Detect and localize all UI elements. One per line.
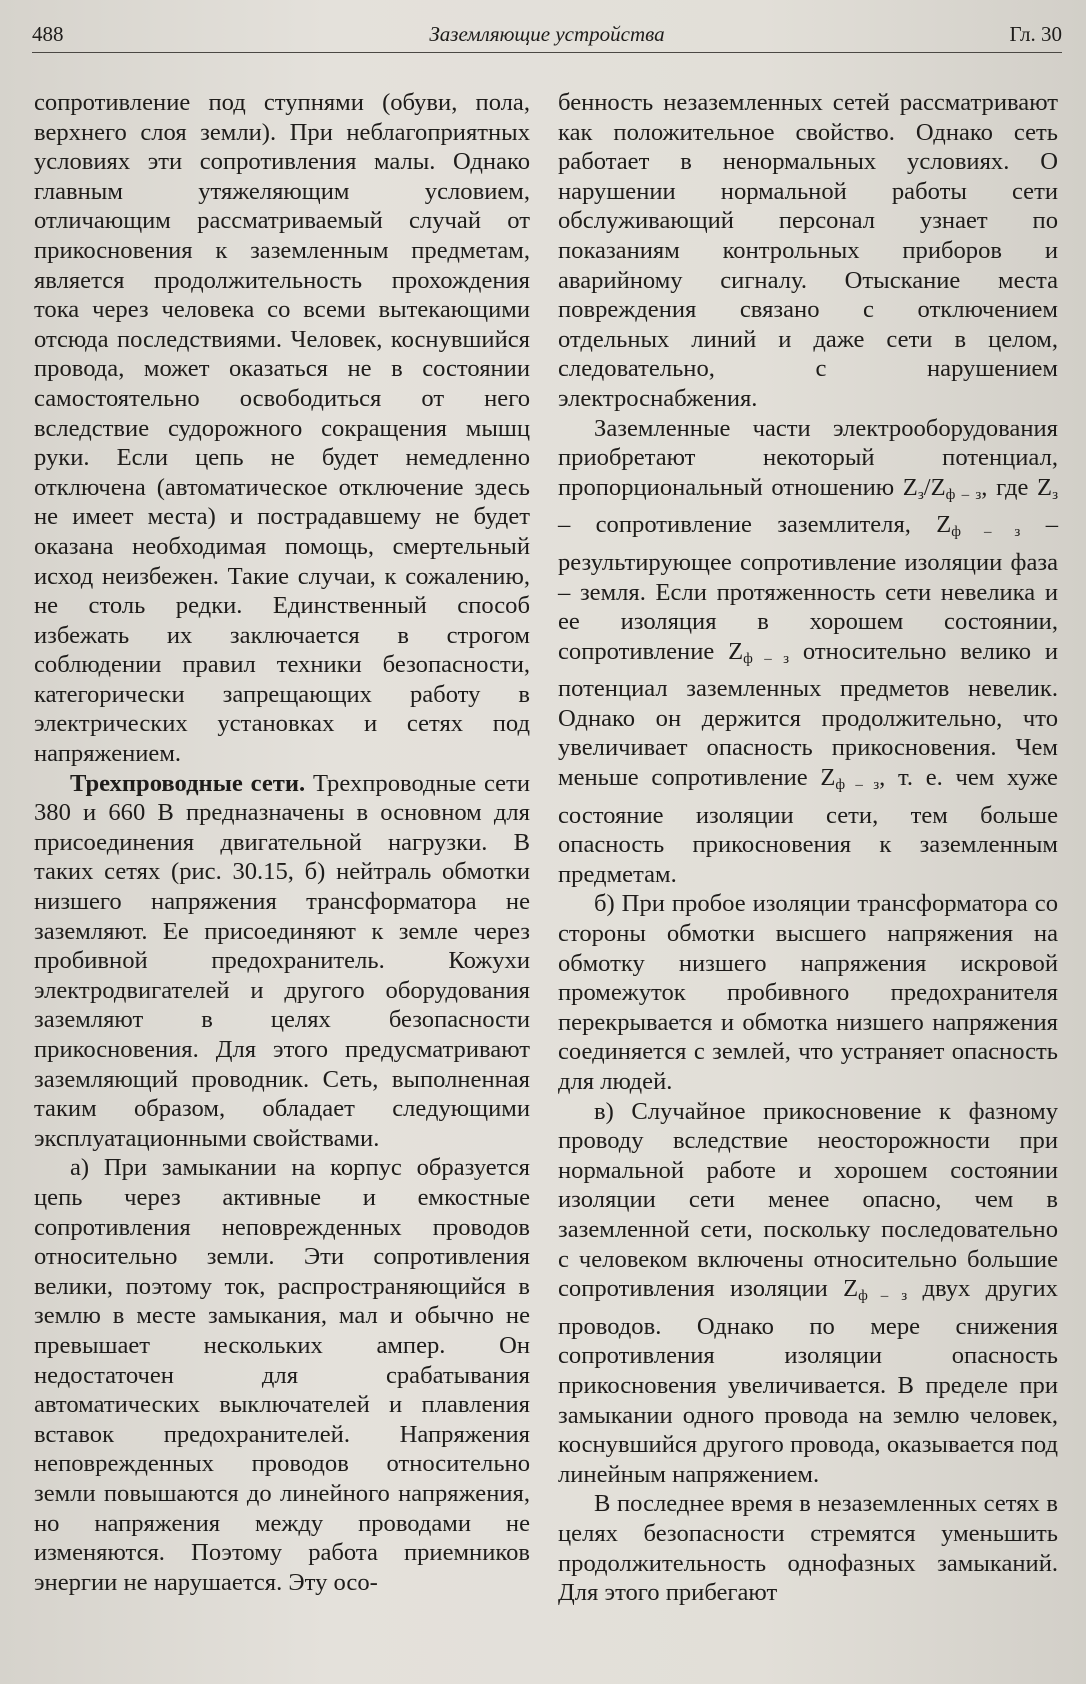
text-run: относительно велико и потенциал заземленных предметов невелик. Однако он держится продолжительно, что увеличивает опасность прикосновения. Чем меньше сопротивление Z — [558, 637, 1058, 792]
text-run: – результирующее сопротивление изоляции фаза – земля. Если протяженность сети невелика и ее изоляция в хорошем состоянии, сопротивление Z — [558, 511, 1058, 665]
page-number: 488 — [32, 22, 64, 46]
paragraph — [558, 1097, 1058, 1490]
left-column — [34, 88, 530, 1597]
paragraph: В последнее время в незаземленных сетях в целях безопасности стремятся уменьшить продолжительность однофазных замыканий. Для этого прибегают — [558, 1490, 1058, 1607]
paragraph: бенность незаземленных сетей рассматривают как положительное свойство. Однако сеть работает в ненормальных условиях. О нарушении нормальной работы сети обслуживающий персонал узнает по показаниям контрольных приборов и аварийному сигналу. Отыскание места повреждения связано с отключением отдельных линий и даже сети в целом, следовательно, с нарушением электроснабжения. — [558, 89, 1058, 412]
chapter-label: Гл. 30 — [1009, 22, 1062, 46]
running-title: Заземляющие устройства — [429, 22, 665, 46]
text-run: , т. е. чем хуже состояние изоляции сети, тем больше опасность прикосновения к заземленным предметам. — [558, 764, 1058, 888]
text-run: – сопротивление заземлителя, Z — [558, 511, 952, 539]
text-run: Заземленные части электрооборудования приобретают некоторый потенциал, пропорциональный отношению Z — [558, 414, 1058, 501]
right-column — [558, 88, 1058, 1608]
paragraph — [558, 414, 1058, 890]
subscript: з — [1052, 486, 1058, 503]
text-run: двух других проводов. Однако по мере снижения сопротивления изоляции опасность прикосновения увеличивается. В пределе при замыкании одного провода на землю человек, коснувшийся другого провода, оказывается под линейным напряжением. — [558, 1275, 1058, 1488]
section-heading: Трехпроводные сети. — [70, 769, 306, 797]
subscript: ф – з — [951, 524, 1021, 541]
text-run: , где Z — [981, 473, 1053, 501]
paragraph: а) При замыкании на корпус образуется цепь через активные и емкостные сопротивления неповрежденных проводов относительно земли. Эти сопротивления велики, поэтому ток, распространяющийся в землю в месте замыкания, мал и обычно не превышает нескольких ампер. Он недостаточен для срабатывания автоматических выключателей и плавления вставок предохранителей. Напряжения неповрежденных проводов относительно земли повышаются до линейного напряжения, но напряжения между проводами не изменяются. Поэтому работа приемников энергии не нарушается. Эту осо- — [34, 1154, 530, 1596]
subscript: ф – з — [835, 777, 880, 794]
subscript: ф – з — [945, 486, 982, 503]
paragraph-text: Трехпроводные сети 380 и 660 В предназначены в основном для присоединения двигательной нагрузки. В таких сетях (рис. 30.15, б) нейтраль обмотки низшего напряжения трансформатора не заземляют. Ее присоединяют к земле через пробивной предохранитель. Кожухи электродвигателей и другого оборудования заземляют в целях безопасности прикосновения. Для этого предусматривают заземляющий проводник. Сеть, выполненная таким образом, обладает следующими эксплуатационными свойствами. — [34, 769, 530, 1152]
subscript: з — [917, 486, 924, 503]
text-run: /Z — [923, 473, 946, 501]
subscript: ф – з — [743, 650, 790, 667]
paragraph — [34, 769, 530, 1154]
paragraph: сопротивление под ступнями (обуви, пола, верхнего слоя земли). При неблагоприятных условиях эти сопротивления малы. Однако главным утяжеляющим условием, отличающим рассматриваемый случай от прикосновения к заземленным предметам, является продолжительность прохождения тока через человека со всеми вытекающими отсюда последствиями. Человек, коснувшийся провода, может оказаться не в состоянии самостоятельно освободиться от него вследствие судорожного сокращения мышц руки. Если цепь не будет немедленно отключена (автоматическое отключение здесь не имеет места) и пострадавшему не будет оказана необходимая помощь, смертельный исход неизбежен. Такие случаи, к сожалению, не столь редки. Единственный способ избежать их заключается в строгом соблюдении правил техники безопасности, категорически запрещающих работу в электрических установках и сетях под напряжением. — [34, 89, 530, 768]
page-header — [32, 18, 1062, 53]
subscript: ф – з — [858, 1288, 908, 1305]
paragraph: б) При пробое изоляции трансформатора со стороны обмотки высшего напряжения на обмотку низшего напряжения искровой промежуток пробивного предохранителя перекрывается и обмотка низшего напряжения соединяется с землей, что устраняет опасность для людей. — [558, 890, 1058, 1095]
text-run: в) Случайное прикосновение к фазному проводу вследствие неосторожности при нормальной работе и хорошем состоянии изоляции сети менее опасно, чем в заземленной сети, поскольку последовательно с человеком включены относительно большие сопротивления изоляции Z — [558, 1097, 1058, 1303]
